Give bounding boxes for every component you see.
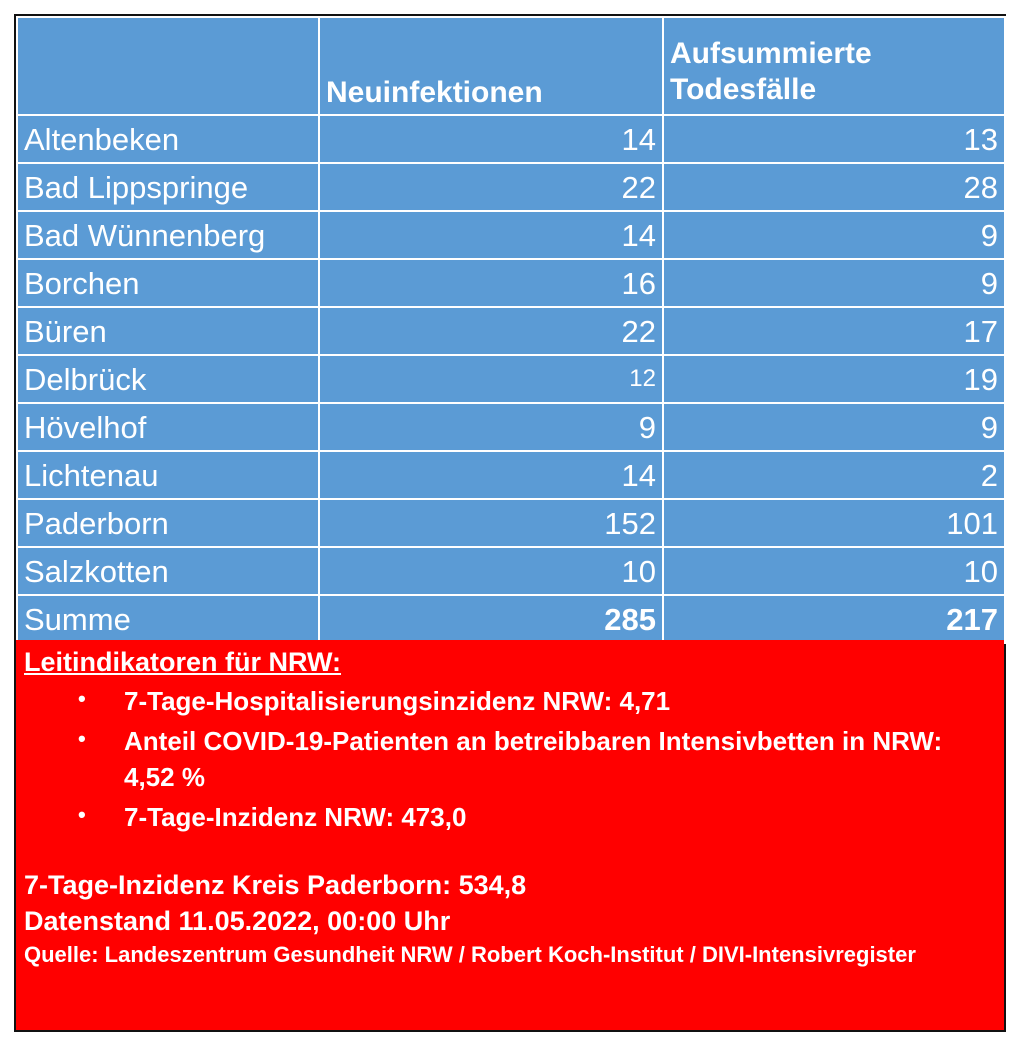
- new-infections-value: 12: [319, 355, 663, 403]
- table-row: [17, 211, 1005, 259]
- indicator-box: [16, 640, 1004, 1030]
- deaths-value: 17: [663, 307, 1005, 355]
- deaths-value: 2: [663, 451, 1005, 499]
- deaths-value: 28: [663, 163, 1005, 211]
- infection-table: [16, 16, 1006, 644]
- new-infections-value: 16: [319, 259, 663, 307]
- header-cumulative-deaths: Aufsummierte Todesfälle: [663, 17, 1005, 115]
- bullet-icon: •: [78, 802, 86, 828]
- list-item: [78, 724, 996, 796]
- sum-new-infections: 285: [319, 595, 663, 643]
- new-infections-value: 14: [319, 115, 663, 163]
- table-row: [17, 115, 1005, 163]
- deaths-value: 9: [663, 403, 1005, 451]
- new-infections-value: 22: [319, 307, 663, 355]
- deaths-value: 13: [663, 115, 1005, 163]
- bullet-icon: •: [78, 726, 86, 752]
- footer-block: [24, 868, 996, 970]
- deaths-value: 101: [663, 499, 1005, 547]
- indicator-text: 7-Tage-Inzidenz NRW: 473,0: [124, 802, 467, 833]
- municipality-name: Paderborn: [17, 499, 319, 547]
- kreis-incidence: 7-Tage-Inzidenz Kreis Paderborn: 534,8: [24, 870, 527, 900]
- new-infections-value: 14: [319, 451, 663, 499]
- municipality-name: Bad Lippspringe: [17, 163, 319, 211]
- bullet-icon: •: [78, 686, 86, 712]
- list-item: [78, 800, 996, 836]
- municipality-name: Lichtenau: [17, 451, 319, 499]
- header-municipality: [17, 17, 319, 115]
- header-row: [17, 17, 1005, 115]
- indicators-title: Leitindikatoren für NRW:: [24, 647, 342, 677]
- table-row: [17, 355, 1005, 403]
- new-infections-value: 152: [319, 499, 663, 547]
- table-row: [17, 499, 1005, 547]
- deaths-value: 19: [663, 355, 1005, 403]
- municipality-name: Bad Wünnenberg: [17, 211, 319, 259]
- new-infections-value: 10: [319, 547, 663, 595]
- data-date: Datenstand 11.05.2022, 00:00 Uhr: [24, 905, 451, 936]
- source-note: Quelle: Landeszentrum Gesundheit NRW / Robert Koch-Institut / DIVI-Intensivregister: [24, 942, 916, 968]
- sum-label: Summe: [17, 595, 319, 643]
- municipality-name: Hövelhof: [17, 403, 319, 451]
- sum-row: [17, 595, 1005, 643]
- municipality-name: Borchen: [17, 259, 319, 307]
- indicator-text: 7-Tage-Hospitalisierungsinzidenz NRW: 4,71: [124, 686, 671, 717]
- municipality-name: Salzkotten: [17, 547, 319, 595]
- municipality-name: Büren: [17, 307, 319, 355]
- new-infections-value: 9: [319, 403, 663, 451]
- table-row: [17, 163, 1005, 211]
- infection-report: [14, 14, 1006, 1032]
- new-infections-value: 14: [319, 211, 663, 259]
- deaths-value: 9: [663, 211, 1005, 259]
- deaths-value: 10: [663, 547, 1005, 595]
- list-item: [78, 684, 996, 720]
- header-new-infections: Neuinfektionen: [319, 17, 663, 115]
- municipality-name: Delbrück: [17, 355, 319, 403]
- indicator-list: [24, 684, 996, 836]
- table-row: [17, 547, 1005, 595]
- table-row: [17, 307, 1005, 355]
- sum-deaths: 217: [663, 595, 1005, 643]
- deaths-value: 9: [663, 259, 1005, 307]
- new-infections-value: 22: [319, 163, 663, 211]
- table-row: [17, 259, 1005, 307]
- table-row: [17, 451, 1005, 499]
- table-row: [17, 403, 1005, 451]
- indicator-text: Anteil COVID-19-Patienten an betreibbaren Intensivbetten in NRW: 4,52 %: [124, 726, 943, 793]
- municipality-name: Altenbeken: [17, 115, 319, 163]
